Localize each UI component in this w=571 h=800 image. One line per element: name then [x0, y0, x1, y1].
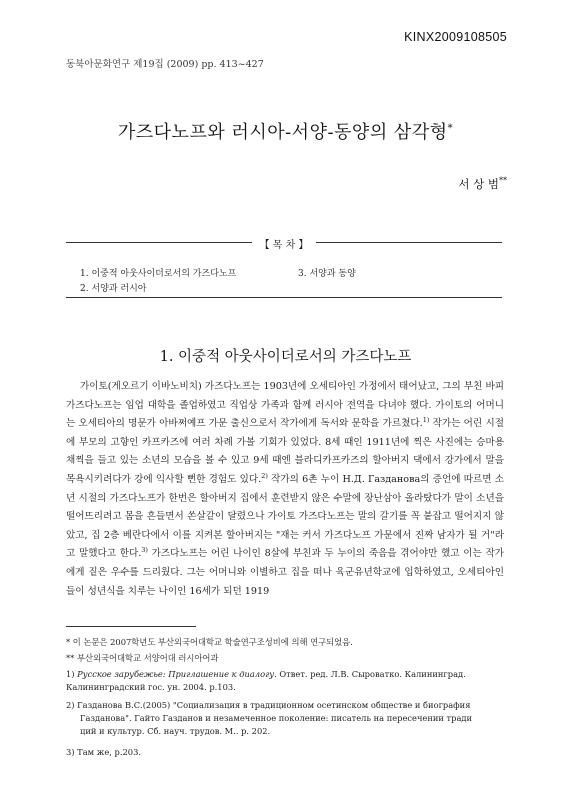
body-text-part: 가이토(게오르기 이바노비치) 가즈다노프는 1903년에 오세티아인 가정에서 태어났고, 그의 부친 바피 가즈다노프는 임업 대학을 졸업하였고 직업상 가족과 함께 러시아 전역을 다녀야 했다. 가이토의 어머니는 오세티아의 명문가 아바쩌예프 가문 출신으로서 작가에게 독서와 문학을 가르쳤다. — [66, 381, 504, 430]
journal-citation: 동북아문화연구 제19집 (2009) pp. 413~427 — [66, 59, 264, 70]
footnote-ref[interactable]: 2) — [261, 471, 268, 480]
footnote — [66, 699, 506, 738]
footnote-text: 이 논문은 2007학년도 부산외국어대학교 학술연구조성비에 의해 연구되었음. — [72, 637, 353, 647]
body-paragraph — [66, 378, 504, 601]
body-text-part: 가즈다노프는 어린 나이인 8살에 부친과 두 누이의 죽음을 겪어야만 했고 이는 작가에게 짙은 우수를 드리웠다. 그는 어머니와 이별하고 집을 떠나 육군유년학교에 입학하였고, 오세티아인들이 성년식을 치루는 나이인 16세가 되던 1919 — [66, 548, 504, 597]
footnote — [66, 652, 506, 665]
section-title: 1. 이중적 아웃사이더로서의 가즈다노프 — [159, 349, 412, 365]
title-footnote-mark: * — [447, 123, 454, 134]
footnote-mark: ** — [66, 653, 75, 663]
footnote-text: Там же, p.203. — [77, 747, 141, 757]
footnote-divider — [66, 626, 196, 627]
footnote-mark: * — [66, 637, 71, 647]
author-footnote-mark: ** — [499, 176, 507, 186]
footnote-ref[interactable]: 3) — [141, 546, 148, 555]
table-of-contents — [66, 242, 502, 298]
footnote — [66, 746, 506, 759]
author-name-text: 서 상 범 — [458, 177, 499, 191]
footnote — [66, 636, 506, 649]
toc-heading — [66, 236, 502, 251]
article-title — [0, 118, 571, 144]
footnote-text: Газданова". Гайто Газданов и незамеченное поколение: писатель на пересечении тради — [80, 713, 473, 723]
author-name — [458, 176, 507, 192]
footnote-text: Газданова В.С.(2005) "Социализация в традиционном осетинском обществе и биография — [77, 700, 471, 710]
footnote-text: Ответ. ред. Л.В. Сыроватко. Калининград. Калининградский гос. ун. 2004. p.103. — [66, 669, 466, 692]
article-title-text: 가즈다노프와 러시아-서양-동양의 삼각형 — [117, 122, 448, 143]
footnote-text: ций и культур. Сб. науч. трудов. М.. p. 202. — [80, 726, 271, 736]
footnote-ref[interactable]: 1) — [422, 416, 430, 424]
footnote-mark: 3) — [66, 747, 75, 757]
footnote — [66, 668, 506, 694]
footnote-mark: 2) — [66, 700, 75, 710]
footnote-mark: 1) — [66, 669, 75, 679]
footnote-italic-title: Русское зарубежье: Приглашение к диалогу. — [77, 669, 277, 679]
toc-heading-text: 【 목 차 】 — [252, 240, 317, 251]
footnote-text: 부산외국어대학교 서양어대 러시아어과 — [76, 653, 219, 663]
body-text-part: 작가는 어린 시절에 부모의 고향인 카프카즈에 여러 차례 가볼 기회가 있었다. 8세 때인 1911년에 찍은 사진에는 승마용 채찍을 들고 있는 소년의 모습을 볼 수 있고 9세 때엔 블라디카프카즈의 할아버지 댁에서 강가에서 말을 목욕시키려다가 강에 익사할 뻔한 경험도 있다. — [66, 418, 504, 485]
body-text-part: 작가의 6촌 누이 Н.Д. Газданова의 증언에 따르면 소년 시절의 가즈다노프가 한번은 할아버지 집에서 훈련받지 않은 수말에 장난삼아 올라탔다가 말이 소년을 떨어뜨리려고 몸을 흔들면서 쏜살같이 달렸으나 가이토 가즈다노프는 말의 갈기를 꼭 붙잡고 떨어지지 않았고, 집 2층 베란다에서 이를 지켜본 할아버지는 "재는 커서 가즈다노프 가문에서 진짜 남자가 될 거"라고 말했다고 한다. — [66, 473, 504, 560]
toc-item[interactable]: 2. 서양과 러시아 — [80, 284, 147, 294]
toc-item[interactable]: 3. 서양과 동양 — [298, 269, 356, 279]
kinx-id: KINX2009108505 — [404, 30, 507, 44]
toc-item[interactable]: 1. 이중적 아웃사이더로서의 가즈다노프 — [80, 269, 237, 279]
